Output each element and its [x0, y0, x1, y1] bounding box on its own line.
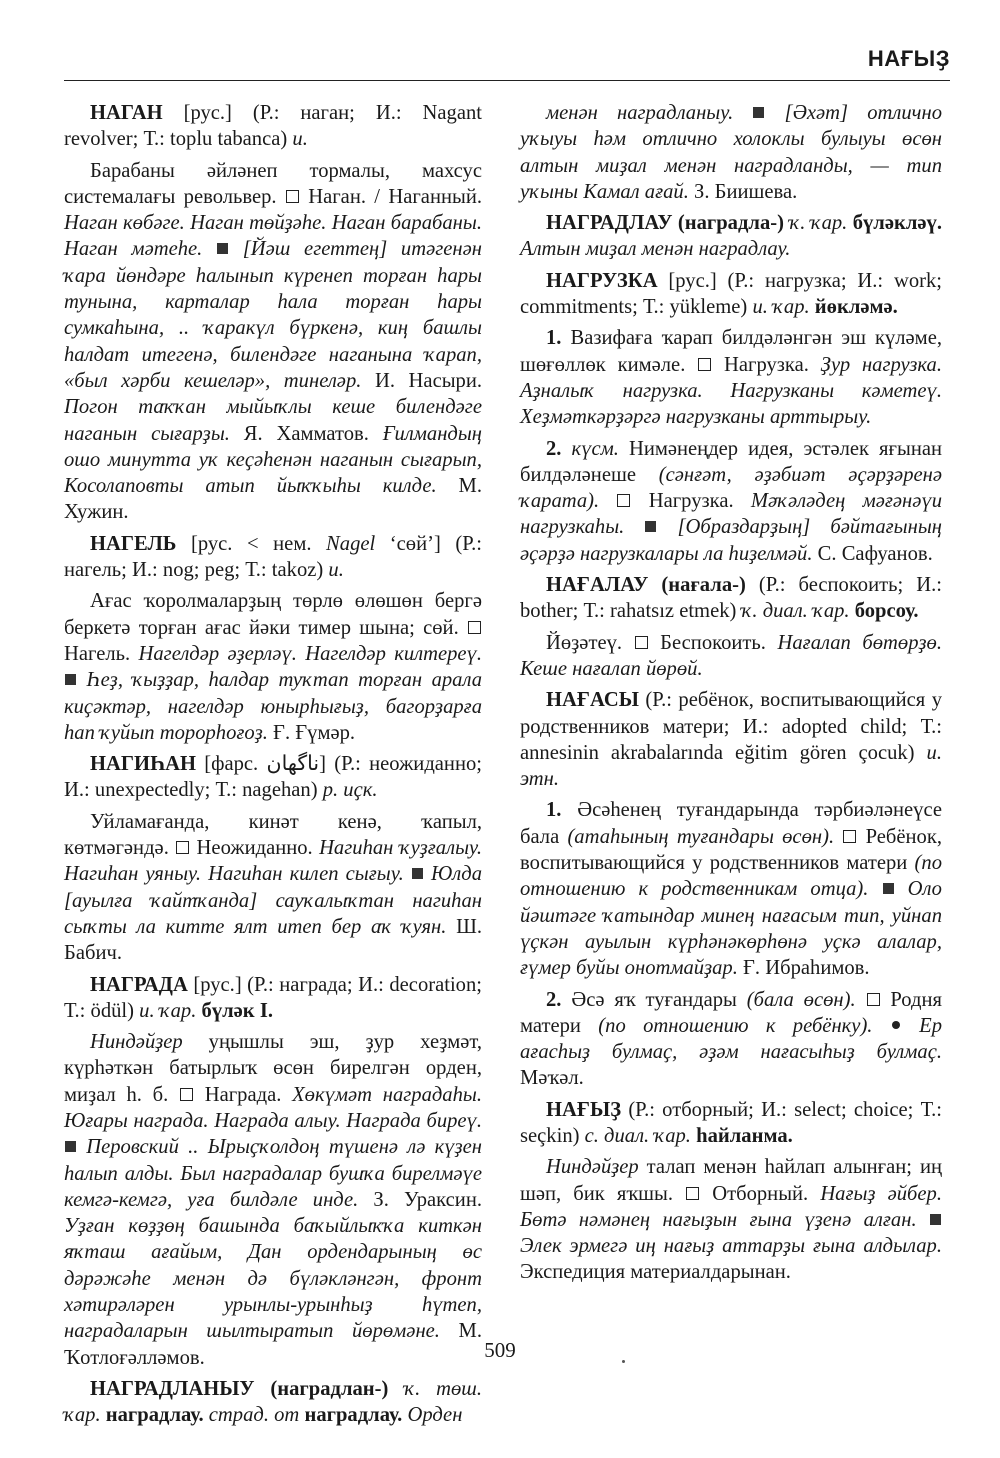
bold-text: 1. [546, 327, 562, 350]
entry-paragraph [520, 210, 942, 263]
russian-equivalent-marker-icon [867, 993, 880, 1006]
entry-paragraph [520, 325, 942, 430]
body-text: Отборный. [700, 1182, 821, 1205]
body-text [834, 826, 842, 848]
italic-text: ҡ. диал. ҡар. [741, 600, 850, 623]
entry-paragraph [64, 1376, 482, 1429]
russian-equivalent-marker-icon [686, 1187, 699, 1200]
body-text: Әсә яҡ туғандары [561, 988, 747, 1011]
body-text: М. Хужин. [64, 475, 482, 524]
italic-text: страд. от [208, 1404, 300, 1427]
entry-paragraph [520, 100, 942, 205]
italic-text: Мәҡәләдең мәғәнәүи нагрузкаһы. [520, 490, 943, 539]
illustration-marker-icon [65, 1141, 76, 1152]
entry-paragraph [64, 588, 482, 746]
russian-equivalent-marker-icon [635, 636, 648, 649]
body-text: Ағас ҡоролмаларҙың төрлө өлөшөн бергә беркетә торған ағас йәки тимер шына; сөй. [64, 590, 482, 639]
russian-equivalent-marker-icon [286, 190, 299, 203]
entry-paragraph [520, 268, 942, 321]
italic-text: Перовский .. Ырыҫҡолдоң түшенә лә күҙен һалып алды. Был наградалар бушҡа бирелмәүе кемгә-кемгә, уға билдәле инде. [64, 1136, 482, 1211]
body-text: Барабаны әйләнеп тормалы, махсус системалағы револьвер. [64, 159, 482, 208]
body-text [561, 438, 571, 460]
body-text: Ш. Бабич. [64, 915, 482, 965]
illustration-marker-icon [217, 243, 228, 254]
body-text: Ғ. Ғүмәр. [273, 721, 356, 744]
body-text: Ғ. Ибраһимов. [743, 957, 870, 980]
body-text: Наган. / Наганный. [299, 185, 482, 208]
body-text: И. Насыри. [374, 369, 483, 392]
body-text: [рус.] (Р.: наган; И.: Nagant revolver; Т.: toplu tabanca) [64, 102, 482, 151]
entry-paragraph [520, 436, 942, 567]
italic-text: Ғилмандың ошо минутта уҡ кеҫәһенән наганын сығарып, Косолаповты атып йыҡҡыһы килде. [64, 422, 482, 498]
body-text: Мәҡәл. [520, 1067, 584, 1090]
body-text: Нагель. [64, 642, 139, 665]
body-text [872, 1015, 889, 1037]
body-text: М. Ҡотлоғәлләмов. [64, 1320, 482, 1369]
italic-text: ҡ. төш. ҡар. [64, 1377, 482, 1427]
italic-text: Ниндәйҙер [90, 1031, 183, 1054]
headword: НАҒАЛАУ (нағала-) [546, 574, 746, 597]
italic-text: (по отношению к ребёнку). [598, 1014, 873, 1037]
italic-text: с. диал. ҡар. [584, 1124, 691, 1147]
italic-text: (бала өсөн). [746, 988, 856, 1011]
bold-text: һайланма. [696, 1124, 793, 1147]
body-text: Вазифаға ҡарап билдәләнгән эш күләме, шөғөллөк кимәле. [520, 327, 942, 376]
italic-text: Погон таҡҡан мыйыҡлы кеше билендәге наганын сығарҙы. [64, 396, 482, 445]
russian-equivalent-marker-icon [698, 358, 711, 371]
illustration-marker-icon [65, 674, 76, 685]
entry-paragraph [64, 100, 482, 153]
illustration-marker-icon [883, 883, 894, 894]
italic-text: Оло йәштәге ҡатындар минең нағасым тип, уйнап үҫкән ауылын күрһәнәкөрһөнә уҫкә алалар, ғүмер буйы онотмайҙар. [520, 878, 942, 980]
italic-text: Наган көбәге. Наган төйҙәһе. Наган барабаны. Наган мәтеһе. [64, 212, 482, 261]
body-text: Уйламағанда, кинәт кенә, ҡапыл, көтмәгәндә. [64, 810, 482, 860]
italic-text: [Образдарҙың] бәйтағының әҫәрҙә нагрузкалары ла һиҙелмәй. [520, 516, 942, 565]
bold-text: наградлау. [105, 1404, 204, 1427]
print-speck [622, 1360, 625, 1363]
italic-text: Ер ағасһыҙ булмаҫ, әҙәм нағасыһыҙ булмаҫ. [520, 1014, 943, 1064]
entry-paragraph [64, 1029, 482, 1371]
proverb-marker-icon [892, 1021, 900, 1029]
italic-text: Уҙған көҙҙөң башында баҡыйлыҡҡа киткән яҡташ ағайым, Дан ордендарының өс дәрәжәһе менән дә бүләкләнгән, фронт хәтирәләрен урынлы-урынһыҙ һүтеп, наградаларын шылтыратып йөрөмәне. [64, 1215, 482, 1343]
entry-paragraph [520, 687, 942, 792]
body-text: Я. Хамматов. [243, 422, 383, 445]
italic-text: Хөкүмәт наградаһы. Юғары награда. Награда алыу. Награда биреү. [64, 1083, 482, 1132]
body-text [599, 490, 616, 512]
russian-equivalent-marker-icon [180, 1088, 193, 1101]
body-text: Награда. [193, 1083, 293, 1106]
body-text: Нимәнеңдер идея, эстәлек яғынан билдәләнеше [520, 437, 942, 486]
italic-text: и. [292, 128, 308, 151]
body-text: ‘сөй’] (Р.: нагель; И.: nog; peg; Т.: takoz) [64, 532, 482, 582]
body-text [856, 989, 866, 1011]
entry-paragraph [64, 809, 482, 967]
illustration-marker-icon [645, 521, 656, 532]
italic-text: [Әхәт] отлично уҡыуы һәм отлично холоклы булыуы өсөн алтын миҙал менән наградланды, — тип уҡыны Камал ағай. [520, 102, 942, 203]
entry-paragraph [520, 630, 942, 683]
italic-text: р. иҫк. [322, 779, 378, 802]
headword: НАГРАДЛАУ (наградла-) [546, 212, 784, 235]
italic-text: (атаһының туғандары өсөн). [567, 825, 835, 848]
italic-text: (по отношению к родственникам отца). [520, 852, 942, 901]
illustration-marker-icon [753, 107, 764, 118]
italic-text: Элек эрмегә иң нағыҙ аттарҙы ғына алдылар. [520, 1235, 942, 1258]
italic-text: и. ҡар. [752, 296, 810, 319]
headword: НАГАН [90, 102, 163, 124]
headword: НАҒАСЫ [546, 689, 639, 712]
italic-text: Нагелдәр әҙерләү. Нагелдәр килтереү. [138, 642, 482, 665]
italic-text: Ниндәйҙер [546, 1156, 639, 1179]
body-text: Ребёнок, воспитывающийся у родственников матери [520, 825, 942, 875]
russian-equivalent-marker-icon [468, 621, 481, 634]
body-text: Нагрузка. [712, 353, 821, 376]
body-text [388, 1378, 404, 1400]
italic-text: ҡ. ҡар. [789, 212, 848, 235]
entry-paragraph [64, 972, 482, 1025]
body-text: Нагрузка. [631, 490, 751, 513]
russian-equivalent-marker-icon [617, 494, 630, 507]
body-text: (Р.: ребёнок, воспитывающийся у родственников матери; И.: adopted child; Т.: annesinin akrabalarında eğitim gören çocuk) [520, 689, 942, 764]
italic-text: Нагиһан ҡуҙғалыу. Нагиһан уяныу. Нагиһан килеп сығыу. [64, 837, 483, 886]
body-text: [фарс. ناگهان] (Р.: неожиданно; И.: unexpectedly; Т.: nagehan) [64, 753, 482, 802]
headword: НАҒЫҘ [546, 1098, 622, 1121]
illustration-marker-icon [930, 1214, 941, 1225]
entry-paragraph [520, 572, 942, 625]
body-text: (Р.: беспокоить; И.: bother; Т.: rahatsız etmek) [520, 574, 942, 623]
italic-text: (сәнғәт, әҙәбиәт әҫәрҙәренә ҡарата). [520, 463, 942, 513]
entry-paragraph [520, 987, 942, 1092]
body-text: З. Биишева. [694, 180, 798, 203]
entry-paragraph [64, 531, 482, 584]
illustration-marker-icon [412, 868, 423, 879]
body-text: Экспедиция материалдарынан. [520, 1261, 791, 1284]
italic-text: Юлда [ауылға ҡайтҡанда] сауҡалыҡтан нагиһан сыҡты ла китте ялт итеп бер аҡ ҡуян. [64, 863, 482, 938]
body-text: уңышлы эш, ҙур хеҙмәт, күрһәткән батырлыҡ өсөн бирелгән орден, миҙал һ. б. [64, 1031, 482, 1106]
left-column [64, 100, 482, 1434]
bold-text: наградлау. [304, 1404, 403, 1427]
body-text: С. Сафуанов. [817, 542, 933, 565]
headword: НАГРАДА [90, 973, 188, 996]
italic-text: менән наградланыу. [546, 102, 753, 124]
russian-equivalent-marker-icon [176, 841, 189, 854]
italic-text: и. [328, 559, 344, 582]
entry-paragraph [520, 1154, 942, 1285]
right-column [520, 100, 942, 1291]
page-number: 509 [484, 1338, 516, 1362]
italic-text: Нағалап бөтөрҙө. Кеше нағалап йөрөй. [520, 631, 942, 680]
body-text: Әсәһенең туғандарында тәрбиәләнеүсе бала [520, 799, 942, 848]
bold-text: бүләк I. [201, 999, 273, 1022]
headword: НАГЕЛЬ [90, 532, 177, 555]
running-head: НАҒЫҘ [867, 46, 950, 71]
body-text: Неожиданно. [190, 837, 320, 860]
bold-text: бүләкләү. [852, 212, 942, 235]
headword: НАГРАДЛАНЫУ (наградлан-) [90, 1377, 389, 1400]
russian-equivalent-marker-icon [843, 830, 856, 843]
italic-text: Алтын миҙал менән наградлау. [520, 238, 791, 261]
italic-text: Орден [407, 1404, 463, 1427]
bold-text: борсоу. [854, 600, 919, 623]
bold-text: 2. [546, 988, 562, 1011]
body-text: (Р.: отборный; И.: select; choice; Т.: seçkin) [520, 1098, 942, 1147]
body-text: Йөҙәтеү. [546, 631, 634, 654]
body-text: [рус. < нем. [176, 532, 327, 555]
body-text: талап менән һайлап алынған; иң шәп, бик яҡшы. [520, 1156, 942, 1205]
entry-paragraph [64, 158, 482, 526]
italic-text: [Йәш егеттең] итәгенән ҡара йөндәре һалынып күренеп торған һары тунына, карталар һала торған һары сумкаһына, .. ҡаракүл бүркенә, киң башлы һалдат итегенә, билендәге наганына ҡарап, «был хәрби кешеләр», тинеләр. [64, 238, 482, 392]
italic-text: күсм. [571, 437, 619, 460]
italic-text: Һеҙ, ҡыҙҙар, һалдар туҡтап торған арала киҫәктәр, нагелдәр юнырһығыҙ, багорҙарға һап ҡуйып торорһоғоҙ. [64, 669, 482, 744]
entry-paragraph [64, 751, 482, 804]
italic-text: Nagel [326, 532, 376, 555]
body-text: Беспокоить. [648, 631, 778, 654]
body-text: [рус.] (Р.: награда; И.: decoration; Т.: ödül) [64, 973, 482, 1022]
body-text: Родня матери [520, 988, 942, 1037]
italic-text: и. этн. [520, 741, 942, 791]
italic-text: и. ҡар. [139, 999, 197, 1022]
bold-text: 2. [546, 437, 562, 460]
body-text: [рус.] (Р.: нагрузка; И.: work; commitments; Т.: yükleme) [520, 269, 942, 319]
italic-text: Ҙур нагрузка. Аҙналыҡ нагрузка. Нагрузканы кәметеү. Хеҙмәткәрҙәргә нагрузканы арттырыу. [520, 353, 942, 429]
header-rule [64, 80, 950, 81]
headword: НАГИҺАН [90, 753, 197, 776]
bold-text: йөкләмә. [814, 296, 898, 319]
italic-text: Нағыҙ әйбер. Бөтә нәмәнең нағыҙын ғына үҙенә алған. [520, 1182, 942, 1231]
bold-text: 1. [546, 799, 562, 822]
headword: НАГРУЗКА [546, 269, 658, 292]
entry-paragraph [520, 797, 942, 981]
entry-paragraph [520, 1097, 942, 1150]
body-text: З. Ураксин. [373, 1188, 482, 1211]
